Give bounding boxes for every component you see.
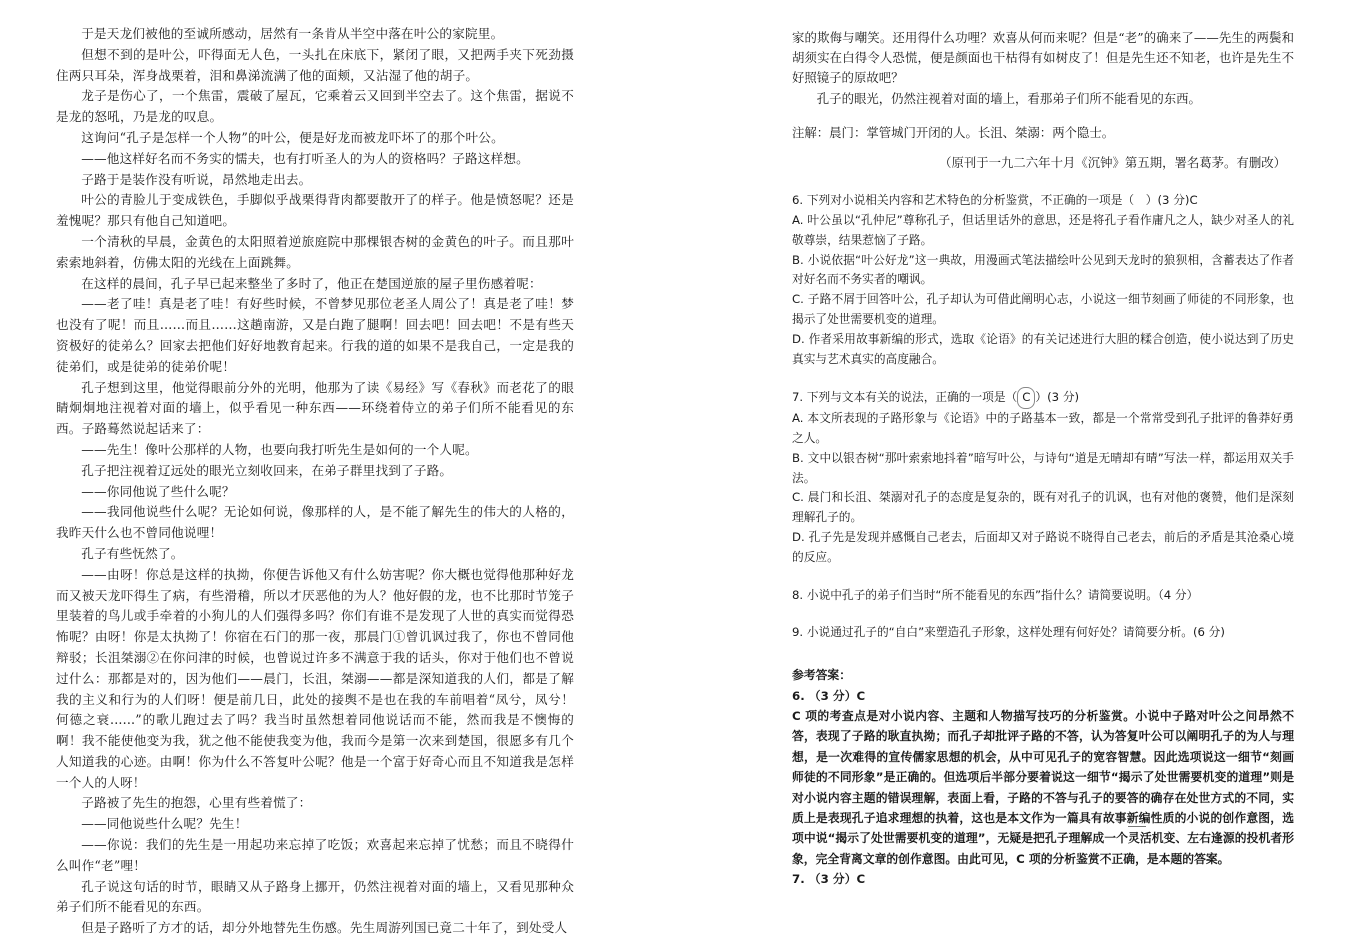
right-page (686, 0, 1372, 900)
option-a: A. 叶公虽以“孔仲尼”尊称孔子，但话里话外的意思，还是将孔子看作庸凡之人，缺少对圣人的礼敬尊崇，结果惹恼了子路。 (792, 213, 1294, 247)
option-c: C. 晨门和长沮、桀溺对孔子的态度是复杂的，既有对孔子的讥讽，也有对他的褒赞，他们是深刻理解孔子的。 (792, 490, 1294, 525)
answer-7-label: 7. （3 分）C (792, 872, 866, 887)
question-stem: 6. 下列对小说相关内容和艺术特色的分析鉴赏，不正确的一项是（ ）(3 分)C (792, 193, 1198, 208)
circled-answer: C (1017, 387, 1035, 409)
story-paragraph: ——老了哇！真是老了哇！有好些时候，不曾梦见那位老圣人周公了！真是老了哇！梦也没有了呢！而且……而且……这趟南游，又是白跑了腿啊！回去吧！回去吧！不是有些天资极好的徒弟么？回家去把他们好好地教育起来。行我的道的如果不是我自己，一定是我的徒弟们，或是徒弟的徒弟价呢！ (56, 296, 574, 374)
left-page (0, 0, 686, 936)
story-paragraph: 孔子的眼光，仍然注视着对面的墙上，看那弟子们所不能看见的东西。 (816, 90, 1201, 106)
option-b: B. 小说依据“叶公好龙”这一典故，用漫画式笔法描绘叶公见到天龙时的狼狈相，含蓄表达了作者对好名而不务实者的嘲讽。 (792, 252, 1294, 287)
option-d: D. 作者采用故事新编的形式，选取《论语》的有关记述进行大胆的糅合创造，使小说达到了历史真实与艺术真实的高度融合。 (792, 331, 1294, 366)
story-paragraph: 孔子把注视着辽远处的眼光立刻收回来，在弟子群里找到了子路。 (81, 462, 453, 478)
answer-6-text: C 项的考查点是对小说内容、主题和人物描写技巧的分析鉴赏。小说中子路对叶公之问昂然不答，表现了子路的耿直执拗；而孔子却批评子路的不答，认为答复叶公可以阐明孔子的为人与理想，是一次难得的宣传儒家思想的机会，从中可见孔子的宽容智慧。因此选项说这一细节“刻画师徒的不同形象”是正确的。但选项后半部分要着说这一细节“揭示了处世需要机变的道理”则是对小说内容主题的错误理解，表面上看，子路的不答与孔子的要答的确存在处世方式的不同，实质上是表现孔子追求理想的执着，这也是本文作为一篇具有故事新编性质的小说的创作意图，选项中说“揭示了处世需要机变的道理”，无疑是把孔子理解成一个灵活机变、左右逢源的投机者形象，完全背离文章的创作意图。由此可见，C 项的分析鉴赏不正确，是本题的答案。 (792, 708, 1294, 866)
story-paragraph: ——你说：我们的先生是一用起功来忘掉了吃饭；欢喜起来忘掉了忧愁；而且不晓得什么叫作“老”哩！ (56, 837, 574, 873)
source-citation: （原刊于一九二六年十月《沉钟》第五期，署名葛茅。有删改） (939, 155, 1286, 171)
option-a: A. 本文所表现的子路形象与《论语》中的子路基本一致，都是一个常常受到孔子批评的鲁莽好勇之人。 (792, 411, 1294, 445)
story-paragraph: 但是子路听了方才的话，却分外地替先生伤感。先生周游列国已竟二十年了，到处受人 (81, 920, 568, 936)
answer-heading: 参考答案： (792, 668, 851, 683)
story-paragraph: 孔子有些怃然了。 (81, 545, 184, 561)
story-paragraph: 龙子是伤心了，一个焦雷，震破了屋瓦，它乘着云又回到半空去了。这个焦雷，据说不是龙的怒吼，乃是龙的叹息。 (56, 88, 574, 125)
story-paragraph: 于是天龙们被他的至诚所感动，居然有一条肯从半空中落在叶公的家院里。 (81, 26, 504, 41)
story-paragraph: ——他这样好名而不务实的懦夫，也有打听圣人的为人的资格吗？子路这样想。 (81, 150, 529, 166)
story-paragraph: ——由呀！你总是这样的执拗，你便告诉他又有什么妨害呢？你大概也觉得他那种好龙而又被天龙吓得生了病，有些滑稽，所以才厌恶他的为人？他好假的龙，也不比那时节笼子里装着的鸟儿或手牵着的小狗儿的人们强得多吗？你们有谁不是发现了人世的真实而觉得恐怖呢？由呀！你是太执拗了！你宿在石门的那一夜，那晨门①曾讥讽过我了，你也不曾同他辩驳；长沮桀溺②在你问津的时候，也曾说过许多不满意于我的话头，你对于他们也不曾说过什么：那都是对的，因为他们——晨门，长沮，桀溺——都是深知道我的人们，都是了解我的主义和行为的人们呀！便是前几日，此处的接舆不是也在我的车前唱着“凤兮，凤兮！何德之衰......”的歌儿跑过去了吗？我当时虽然想着同他说话而不能，然而我是不懊悔的啊！我不能使他变为我，犹之他不能使我变为他，我而今是第一次来到楚国，很愿多有几个人知道我的心迹。由啊！你为什么不答复叶公呢？他是一个富于好奇心而且不知道我是怎样一个人的人呀！ (56, 566, 574, 790)
story-paragraph: ——同他说些什么呢？先生！ (81, 816, 248, 832)
story-paragraph: 子路被了先生的抱怨，心里有些着慌了： (81, 795, 312, 811)
story-paragraph: 在这样的晨间，孔子早已起来整坐了多时了，他正在楚国逆旅的屋子里伤感着呢： (81, 275, 542, 291)
question-8: 8. 小说中孔子的弟子们当时“所不能看见的东西”指什么？请简要说明。（4 分） (792, 587, 1199, 602)
question-7 (792, 387, 1294, 567)
story-paragraph: 孔子想到这里，他觉得眼前分外的光明，他那为了读《易经》写《春秋》而老花了的眼睛炯炯地注视着对面的墙上，似乎看见一种东西——环绕着侍立的弟子们所不能看见的东西。子路蓦然说起话来了： (56, 379, 574, 437)
stray-mark (1128, 826, 1146, 827)
question-stem: 7. 下列与文本有关的说法，正确的一项是（ C ）(3 分) (792, 387, 1294, 409)
story-paragraph: 孔子说这句话的时节，眼睛又从子路身上挪开，仍然注视着对面的墙上，又看见那种众弟子们所不能看见的东西。 (56, 878, 574, 915)
answer-6-label: 6. （3 分）C (792, 688, 866, 703)
answer-key (792, 665, 1294, 889)
story-paragraph: 子路于是装作没有听说，昂然地走出去。 (81, 171, 312, 187)
story-paragraph: 但想不到的是叶公，吓得面无人色，一头扎在床底下，紧闭了眼，又把两手夹下死劲摄住两只耳朵，浑身战栗着，泪和鼻涕流满了他的面颊，又沾湿了他的胡子。 (56, 46, 574, 83)
story-paragraph: 家的欺侮与嘲笑。还用得什么功哩？欢喜从何而来呢？但是“老”的确来了——先生的两鬓和胡须实在白得令人恐慌，便是颜面也干枯得有如树皮了！但是先生还不知老，也许是先生不好照镜子的原故吧？ (792, 30, 1294, 86)
footnote: 注解：晨门：掌管城门开闭的人。长沮、桀溺：两个隐士。 (792, 124, 1115, 140)
story-text (56, 24, 574, 939)
story-paragraph: ——我同他说些什么呢？无论如何说，像那样的人，是不能了解先生的伟大的人格的，我昨天什么也不曾同他说哩！ (56, 504, 574, 541)
question-6 (792, 191, 1294, 369)
option-d: D. 孔子先是发现并感慨自己老去，后面却又对子路说不晓得自己老去，前后的矛盾是其沧桑心境的反应。 (792, 529, 1294, 564)
story-paragraph: 一个清秋的早晨，金黄色的太阳照着逆旅庭院中那棵银杏树的金黄色的叶子。而且那叶索索地斜着，仿佛太阳的光线在上面跳舞。 (56, 233, 574, 270)
option-b: B. 文中以银杏树“那叶索索地抖着”暗写叶公，与诗句“道是无晴却有晴”写法一样，都运用双关手法。 (792, 450, 1294, 485)
story-paragraph: 叶公的青脸儿于变成铁色，手脚似乎战栗得背肉都要散开了的样子。他是愤怒呢？还是羞愧呢？那只有他自己知道吧。 (56, 192, 574, 229)
story-paragraph: ——先生！像叶公那样的人物，也要向我打听先生是如何的一个人呢。 (81, 441, 478, 457)
question-9: 9. 小说通过孔子的“自白”来塑造孔子形象，这样处理有何好处？请简要分析。(6 分) (792, 625, 1225, 640)
option-c: C. 子路不屑于回答叶公，孔子却认为可借此阐明心志，小说这一细节刻画了师徒的不同形象，也揭示了处世需要机变的道理。 (792, 292, 1294, 326)
story-paragraph: ——你同他说了些什么呢？ (81, 483, 235, 499)
story-paragraph: 这询问“孔子是怎样一个人物”的叶公，便是好龙而被龙吓坏了的那个叶公。 (81, 129, 504, 145)
